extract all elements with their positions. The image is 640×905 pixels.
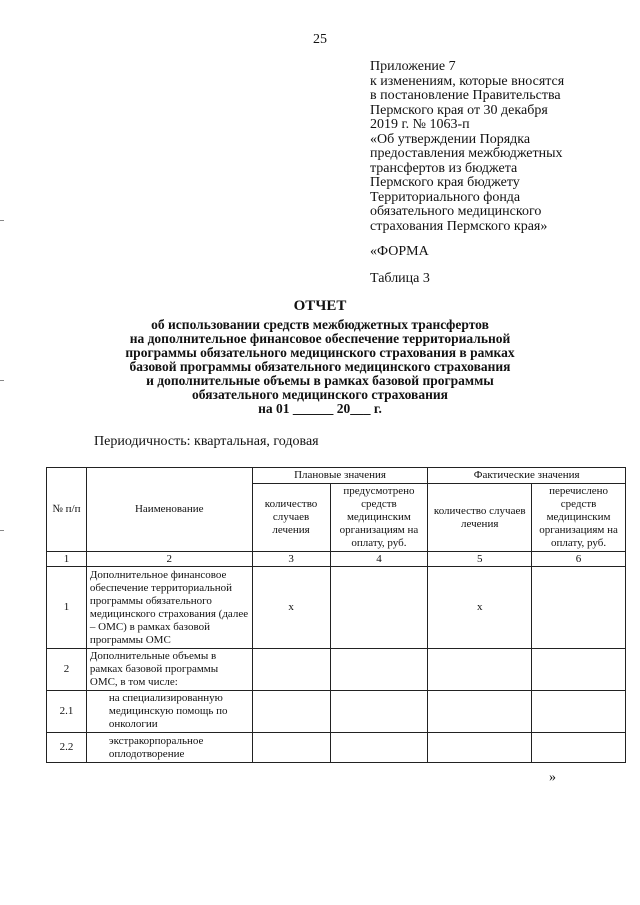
- report-table: [46, 467, 626, 763]
- annex-line: Пермского края от 30 декабря: [370, 102, 548, 118]
- periodicity: Периодичность: квартальная, годовая: [94, 434, 319, 449]
- row-name: на специализированную медицинскую помощь по онкологии: [86, 691, 252, 733]
- row-num: 1: [47, 567, 87, 649]
- annex-line: предоставления межбюджетных: [370, 146, 563, 161]
- header-planned-amount: предусмотрено средств медицинским организациям на оплату, руб.: [330, 484, 428, 552]
- cell-actual-amount: [532, 567, 626, 649]
- cell-actual-amount: [532, 733, 626, 763]
- annex-line: страхования Пермского края»: [370, 218, 548, 234]
- header-planned-group: Плановые значения: [252, 468, 428, 484]
- cell-planned-amount: [330, 649, 428, 691]
- header-actual-amount: перечислено средств медицинским организациям на оплату, руб.: [532, 484, 626, 552]
- closing-quote: »: [549, 770, 556, 785]
- column-number: 6: [532, 552, 626, 567]
- row-name: экстракорпоральное оплодотворение: [86, 733, 252, 763]
- annex-line: «Об утверждении Порядка: [370, 131, 531, 147]
- column-number: 1: [47, 552, 87, 567]
- cell-actual-cases: x: [428, 567, 532, 649]
- annex-line: трансфертов из бюджета: [370, 160, 518, 176]
- report-subtitle-line: программы обязательного медицинского страхования в рамках: [125, 345, 515, 360]
- forma-label: «ФОРМА: [370, 244, 429, 259]
- cell-actual-cases: [428, 691, 532, 733]
- page-number: 25: [313, 32, 327, 47]
- row-name: Дополнительное финансовое обеспечение территориальной программы обязательного медицинского страхования (далее – ОМС) в рамках базовой программы ОМС: [86, 567, 252, 649]
- annex-line: Приложение 7: [370, 59, 456, 74]
- annex-line: Пермского края бюджету: [370, 175, 520, 190]
- header-planned-cases: количество случаев лечения: [252, 484, 330, 552]
- header-actual-group: Фактические значения: [428, 468, 626, 484]
- report-subtitle-line: и дополнительные объемы в рамках базовой программы: [146, 373, 494, 388]
- annex-block: [370, 60, 630, 234]
- column-number: 5: [428, 552, 532, 567]
- report-subtitle-line: базовой программы обязательного медицинского страхования: [129, 359, 511, 374]
- cell-actual-amount: [532, 649, 626, 691]
- report-date-line: на 01 ______ 20___ г.: [258, 401, 382, 416]
- annex-line: обязательного медицинского: [370, 204, 542, 219]
- column-number: 4: [330, 552, 428, 567]
- row-num: 2: [47, 649, 87, 691]
- row-num: 2.2: [47, 733, 87, 763]
- header-name: Наименование: [86, 468, 252, 552]
- header-num: № п/п: [47, 468, 87, 552]
- report-title: ОТЧЕТ: [293, 298, 347, 314]
- margin-marks: [0, 200, 6, 600]
- cell-actual-cases: [428, 733, 532, 763]
- column-number: 2: [86, 552, 252, 567]
- annex-line: в постановление Правительства: [370, 88, 561, 103]
- row-num: 2.1: [47, 691, 87, 733]
- annex-line: к изменениям, которые вносятся: [370, 73, 565, 89]
- table-label: Таблица 3: [370, 271, 430, 286]
- annex-line: 2019 г. № 1063-п: [370, 117, 470, 132]
- report-subtitle-line: об использовании средств межбюджетных трансфертов: [151, 317, 489, 332]
- column-number: 3: [252, 552, 330, 567]
- cell-planned-amount: [330, 733, 428, 763]
- table-row: [47, 733, 626, 763]
- report-subtitle-line: на дополнительное финансовое обеспечение территориальной: [129, 331, 511, 346]
- cell-actual-amount: [532, 691, 626, 733]
- cell-planned-cases: [252, 691, 330, 733]
- cell-planned-cases: x: [252, 567, 330, 649]
- header-row-groups: [47, 468, 626, 484]
- cell-planned-amount: [330, 691, 428, 733]
- column-number-row: [47, 552, 626, 567]
- table-row: [47, 649, 626, 691]
- cell-planned-cases: [252, 649, 330, 691]
- cell-planned-amount: [330, 567, 428, 649]
- table-row: [47, 691, 626, 733]
- cell-planned-cases: [252, 733, 330, 763]
- cell-actual-cases: [428, 649, 532, 691]
- table-row: [47, 567, 626, 649]
- annex-line: Территориального фонда: [370, 189, 521, 205]
- header-actual-cases: количество случаев лечения: [428, 484, 532, 552]
- report-subtitle-line: обязательного медицинского страхования: [192, 387, 448, 402]
- report-subtitle: [60, 318, 580, 416]
- row-name: Дополнительные объемы в рамках базовой программы ОМС, в том числе:: [86, 649, 252, 691]
